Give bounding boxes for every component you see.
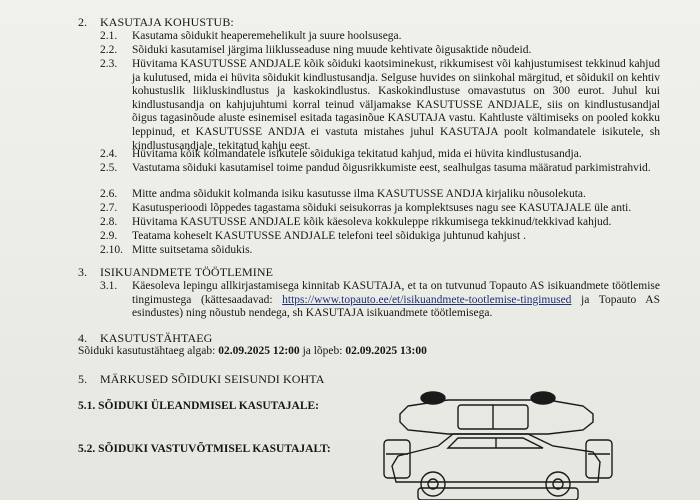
item-text: Teatama koheselt KASUTUSSE ANDJALE telefoni teel sõidukiga juhtunud kahjust . (132, 230, 526, 242)
privacy-text-before: Käesoleva lepingu allkirjastamisega kinnitab KASUTAJA, et ta on tutvunud Topauto AS isikuandmete töötlemise tingimustega (kättesaadavad: (132, 280, 660, 306)
usage-end: 02.09.2025 13:00 (345, 345, 427, 357)
usage-period-line (78, 345, 427, 357)
list-item (100, 216, 660, 230)
section-5-number: 5. (78, 372, 88, 386)
item-number: 2.3. (100, 58, 118, 70)
item-text: Hüvitama KASUTUSSE ANDJALE kõik käesoleva kokkuleppe rikkumisega tekkinud/tekkivad kahjud. (132, 216, 612, 228)
section-2-title: KASUTAJA KOHUSTUB: (100, 15, 234, 29)
item-text: Kasutusperioodi lõppedes tagastama sõiduki seisukorras ja komplektsuses nagu see KASUTAJALE üle anti. (132, 202, 632, 214)
section-3-number: 3. (78, 265, 88, 279)
item-text: Hüvitama KASUTUSSE ANDJALE kõik sõiduki kaotsiminekust, rikkumisest või kahjustumisest tekkinud kahjud ja kulutused, mida ei hüvita sõidukit kindlustusandja. Selguse huvides on siinkohal märgitud, et sõidukil on kehtiv kohustuslik liikluskindlustus ja kaskokindlustus. Kaskokindlustuse omavastutus on 300 eurot. Juhul kui kindlustusandja on kahjujuhtumi korral teinud väljamakse KASUTUSSE ANDJALE, siis on kindlustusandjal õigus tagasinõude aluste esinemisel esitada tagasinõue KASUTAJA vastu. Kahtluste vältimiseks on pooled kokku leppinud, et KASUTUSSE ANDJA ei vastuta mistahes juhul KASUTAJA poolt kolmandatele isikutele, sh kindlustusandjale, tekitatud kahju eest. (132, 58, 660, 152)
item-text (132, 280, 660, 321)
item-text: Hüvitama kõik kolmandatele isikutele sõidukiga tekitatud kahjud, mida ei hüvita kindlustusandja. (132, 148, 582, 160)
item-text: Mitte andma sõidukit kolmanda isiku kasutusse ilma KASUTUSSE ANDJA kirjaliku nõusolekuta. (132, 188, 586, 200)
item-number: 2.6. (100, 188, 118, 200)
usage-period-middle: ja lõpeb: (299, 345, 346, 357)
list-item (100, 202, 660, 216)
return-remarks-label: 5.2. SÕIDUKI VASTUVÕTMISEL KASUTAJALT: (78, 443, 331, 455)
privacy-terms-link[interactable]: https://www.topauto.ee/et/isikuandmete-tootlemise-tingimused (282, 293, 572, 306)
section-4-number: 4. (78, 331, 88, 345)
section-5-title: MÄRKUSED SÕIDUKI SEISUNDI KOHTA (100, 372, 325, 386)
item-number: 2.8. (100, 216, 118, 228)
usage-period-prefix: Sõiduki kasutustähtaeg algab: (78, 345, 219, 357)
section-3-title: ISIKUANDMETE TÖÖTLEMINE (100, 265, 274, 279)
list-item (100, 230, 660, 244)
item-text: Kasutama sõidukit heaperemehelikult ja suure hoolsusega. (132, 30, 402, 42)
list-item (100, 162, 660, 176)
handover-remarks-label: 5.1. SÕIDUKI ÜLEANDMISEL KASUTAJALE: (78, 400, 320, 412)
list-item (100, 148, 660, 162)
list-item (100, 30, 660, 44)
item-number: 2.7. (100, 202, 118, 214)
item-number: 2.9. (100, 230, 118, 242)
list-item (100, 188, 660, 202)
section-2-number: 2. (78, 15, 88, 29)
section-4-title: KASUTUSTÄHTAEG (100, 331, 213, 345)
list-item (100, 58, 660, 153)
item-number: 2.1. (100, 30, 118, 42)
item-number: 2.2. (100, 44, 118, 56)
item-text: Vastutama sõiduki kasutamisel toime pandud õigusrikkumiste eest, sealhulgas tasuma määratud parkimistrahvid. (132, 162, 651, 174)
item-text: Sõiduki kasutamisel järgima liiklusseaduse ning muude kehtivate õigusaktide nõudeid. (132, 44, 532, 56)
list-item (100, 280, 660, 321)
list-item (100, 244, 660, 258)
privacy-text-after: ja Topauto AS esindustes) ning nõustub nendega, sh KASUTAJA isikuandmete töötlemisega. (132, 293, 660, 320)
list-item (100, 44, 660, 58)
item-number: 2.10. (100, 244, 123, 256)
item-text: Mitte suitsetama sõidukis. (132, 244, 253, 256)
item-number: 2.5. (100, 162, 118, 174)
item-number: 2.4. (100, 148, 118, 160)
item-number: 3.1. (100, 280, 118, 292)
car-damage-diagram (378, 390, 618, 500)
usage-start: 02.09.2025 12:00 (218, 345, 300, 357)
